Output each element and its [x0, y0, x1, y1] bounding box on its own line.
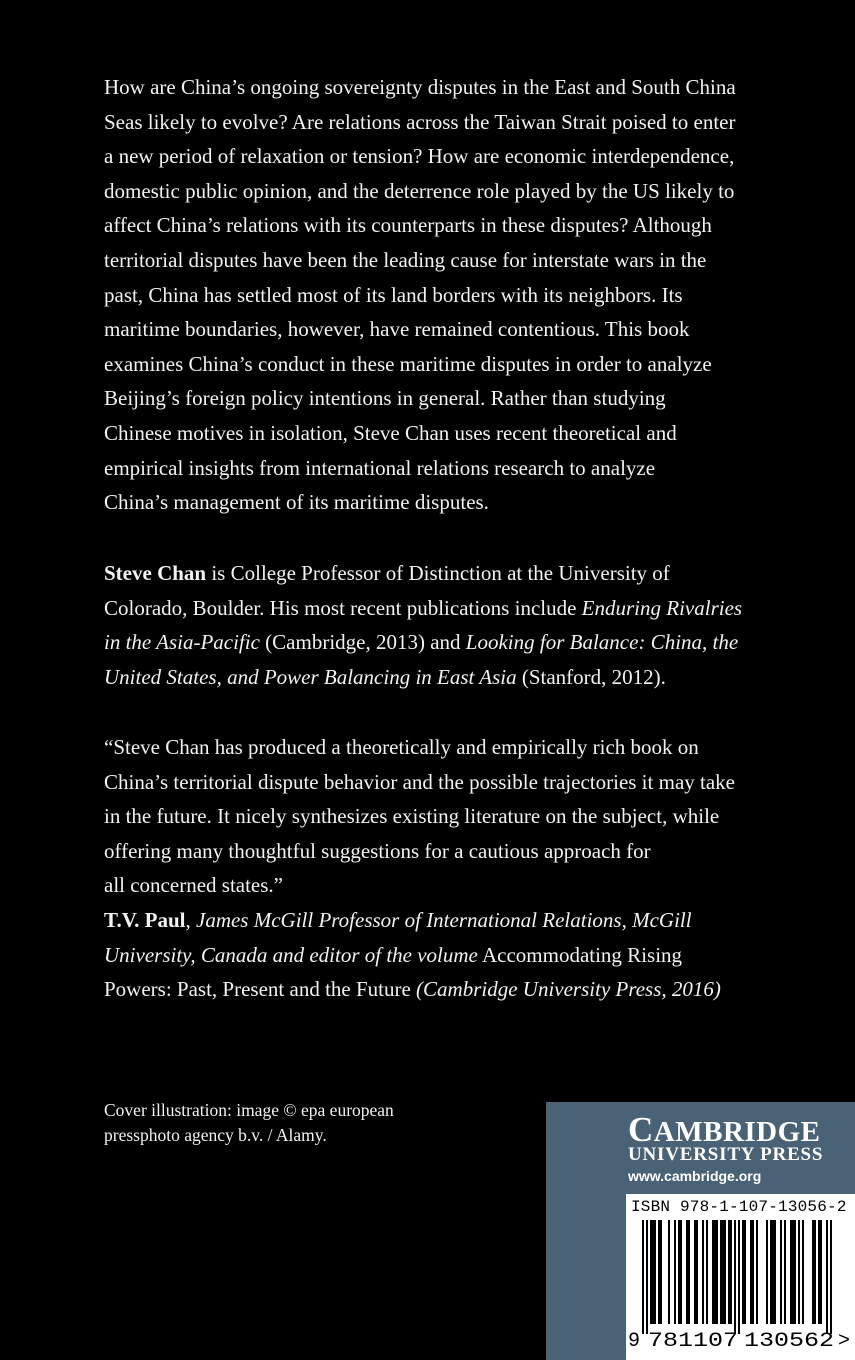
barcode-bar: [712, 1220, 714, 1324]
publisher-subtitle: UNIVERSITY PRESS: [628, 1144, 824, 1165]
bio-text: (Stanford, 2012).: [516, 664, 666, 689]
endorser-title: James McGill Professor of International Relations, McGill: [196, 907, 692, 932]
barcode-bar: [790, 1220, 792, 1324]
bio-line: [104, 591, 794, 626]
description-line: domestic public opinion, and the deterrence role played by the US likely to: [104, 178, 735, 203]
bio-text: Colorado, Boulder. His most recent publications include: [104, 595, 582, 620]
barcode-bar: [830, 1220, 832, 1334]
barcode-bar: [794, 1220, 796, 1324]
barcode-bar: [688, 1220, 690, 1324]
description-line: Seas likely to evolve? Are relations across the Taiwan Strait poised to enter: [104, 109, 736, 134]
book-title: United States, and Power Balancing in East Asia: [104, 664, 517, 689]
barcode-bar: [770, 1220, 772, 1324]
barcode-bars: [642, 1220, 832, 1334]
barcode-bar: [742, 1220, 744, 1324]
barcode-bar: [720, 1220, 722, 1324]
barcode-bar: [774, 1220, 776, 1324]
barcode-bar: [812, 1220, 814, 1324]
bio-line: [104, 625, 794, 660]
barcode-bar: [766, 1220, 768, 1324]
isbn-label: ISBN 978-1-107-13056-2: [631, 1198, 847, 1216]
barcode-bar: [744, 1220, 746, 1324]
barcode-bar: [668, 1220, 670, 1324]
barcode-bar: [798, 1220, 800, 1324]
barcode-panel: [626, 1194, 855, 1360]
bio-line: [104, 660, 794, 695]
barcode-bar: [772, 1220, 774, 1324]
barcode-bar: [784, 1220, 786, 1324]
barcode-bar: [750, 1220, 752, 1324]
publisher-url: www.cambridge.org: [628, 1168, 762, 1184]
cover-credit: [104, 1098, 394, 1148]
barcode-bar: [706, 1220, 708, 1324]
cover-credit-line: pressphoto agency b.v. / Alamy.: [104, 1125, 327, 1145]
description-line: examines China’s conduct in these maritime disputes in order to analyze: [104, 351, 712, 376]
description-line: Chinese motives in isolation, Steve Chan uses recent theoretical and: [104, 420, 677, 445]
barcode-bar: [646, 1220, 648, 1334]
barcode-bar: [734, 1220, 736, 1334]
barcode-bar: [658, 1220, 660, 1324]
barcode-bar: [814, 1220, 816, 1324]
volume-title: Powers: Past, Present and the Future: [104, 977, 411, 1002]
book-title: Enduring Rivalries: [581, 595, 743, 620]
quote-line: in the future. It nicely synthesizes existing literature on the subject, while: [104, 804, 720, 829]
barcode-quiet-mark: >: [838, 1330, 851, 1353]
barcode-bar: [802, 1220, 804, 1324]
description-line: territorial disputes have been the leading cause for interstate wars in the: [104, 247, 707, 272]
book-title: Looking for Balance: China, the: [465, 630, 739, 655]
quote-line: “Steve Chan has produced a theoretically and empirically rich book on: [104, 735, 699, 759]
isbn-barcode: [626, 1194, 855, 1360]
author-bio: [104, 556, 794, 694]
barcode-bar: [678, 1220, 680, 1324]
barcode-bar: [820, 1220, 822, 1324]
volume-publisher: (Cambridge University Press, 2016): [410, 977, 721, 1002]
author-name: Steve Chan: [104, 561, 207, 585]
barcode-bar: [714, 1220, 716, 1324]
barcode-bar: [826, 1220, 828, 1334]
endorser-name: T.V. Paul: [104, 907, 186, 932]
quote-line: China’s territorial dispute behavior and the possible trajectories it may take: [104, 769, 735, 794]
endorser-line: [104, 903, 794, 938]
barcode-bar: [674, 1220, 676, 1324]
endorsement: [104, 730, 794, 1007]
bio-text: (Cambridge, 2013) and: [259, 630, 466, 655]
volume-title: Accommodating Rising: [477, 942, 683, 967]
barcode-bar: [780, 1220, 782, 1324]
barcode-first-digit: 9: [628, 1330, 641, 1353]
barcode-bar: [792, 1220, 794, 1324]
description-line: affect China’s relations with its counterparts in these disputes? Although: [104, 213, 712, 238]
endorser-title: University, Canada and editor of the volume: [104, 942, 478, 967]
barcode-bar: [652, 1220, 654, 1324]
barcode-bar: [722, 1220, 724, 1324]
barcode-bar: [642, 1220, 644, 1334]
cover-credit-line: Cover illustration: image © epa european: [104, 1100, 394, 1120]
barcode-bar: [752, 1220, 754, 1324]
barcode-bar: [650, 1220, 652, 1324]
description-line: a new period of relaxation or tension? How are economic interdependence,: [104, 144, 735, 169]
description-line: past, China has settled most of its land borders with its neighbors. Its: [104, 282, 683, 307]
barcode-bar: [730, 1220, 732, 1324]
barcode-bar: [724, 1220, 726, 1324]
barcode-bar: [818, 1220, 820, 1324]
description-line: China’s management of its maritime disputes.: [104, 490, 489, 515]
barcode-bar: [756, 1220, 758, 1324]
publisher-box: [546, 1102, 855, 1360]
barcode-bar: [686, 1220, 688, 1324]
barcode-bar: [680, 1220, 682, 1324]
barcode-bar: [728, 1220, 730, 1324]
endorser-line: [104, 938, 794, 973]
barcode-bar: [696, 1220, 698, 1324]
barcode-bar: [702, 1220, 704, 1324]
barcode-right-digits: 130562: [744, 1330, 834, 1353]
quote-line: all concerned states.”: [104, 873, 283, 898]
book-title: in the Asia-Pacific: [104, 630, 260, 655]
quote-line: offering many thoughtful suggestions for a cautious approach for: [104, 838, 651, 863]
description-line: empirical insights from international relations research to analyze: [104, 455, 656, 480]
barcode-bar: [716, 1220, 718, 1324]
publisher-name-rest: AMBRIDGE: [653, 1116, 821, 1148]
book-description: [104, 70, 794, 520]
barcode-bar: [660, 1220, 662, 1324]
description-line: maritime boundaries, however, have remained contentious. This book: [104, 317, 690, 342]
publisher-name-initial: C: [628, 1110, 654, 1149]
endorser-text: ,: [185, 907, 196, 932]
description-line: Beijing’s foreign policy intentions in general. Rather than studying: [104, 386, 666, 411]
barcode-left-digits: 781107: [648, 1330, 738, 1353]
barcode-bar: [738, 1220, 740, 1334]
barcode-bar: [694, 1220, 696, 1324]
barcode-bar: [654, 1220, 656, 1324]
bio-text: is College Professor of Distinction at the University of: [206, 561, 670, 585]
description-line: How are China’s ongoing sovereignty disputes in the East and South China: [104, 75, 736, 99]
endorser-line: [104, 972, 794, 1007]
bio-line: [104, 556, 794, 591]
